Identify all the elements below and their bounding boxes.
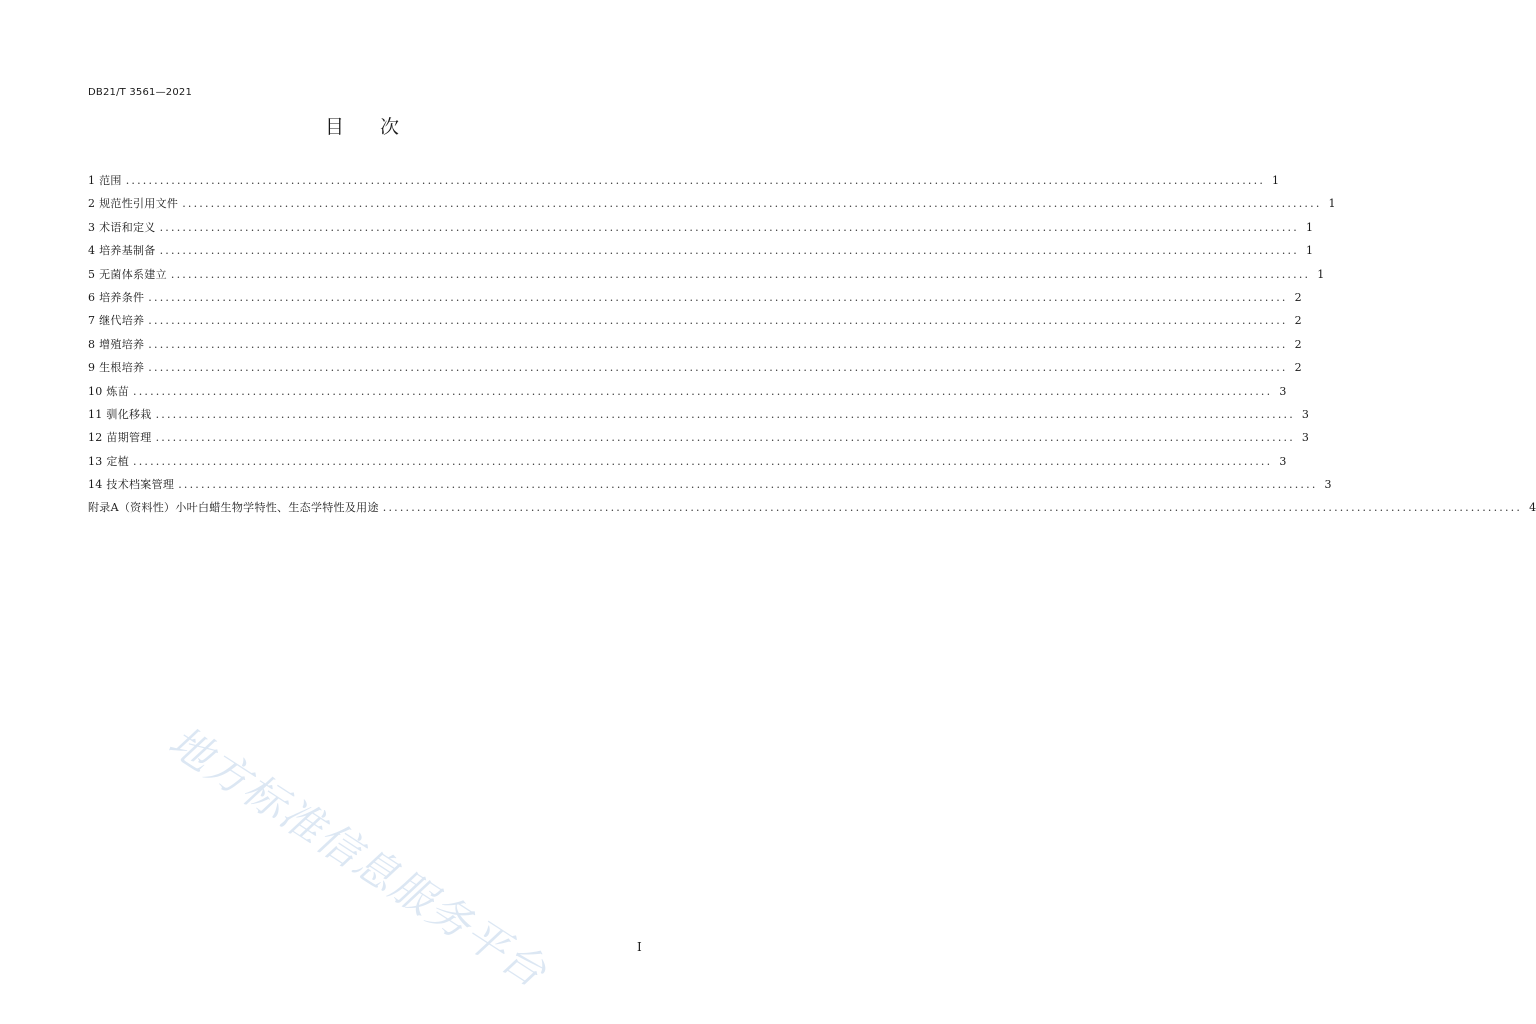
toc-entry[interactable] bbox=[88, 476, 1332, 499]
toc-dot-leader: ........................................................................................................................................................................................................ bbox=[125, 174, 1266, 187]
title-char-2: 次 bbox=[380, 116, 400, 138]
toc-dot-leader: ........................................................................................................................................................................................................ bbox=[148, 290, 1288, 304]
toc-entry-page: 3 bbox=[1301, 407, 1309, 421]
toc-entry[interactable] bbox=[88, 359, 1302, 382]
toc-entry-label: 附录A（资料性）小叶白蜡生物学特性、生态学特性及用途 bbox=[88, 501, 379, 515]
title-char-1: 目 bbox=[324, 116, 344, 138]
toc-entry-page: 3 bbox=[1301, 431, 1309, 445]
table-of-contents bbox=[88, 172, 1536, 523]
toc-dot-leader: ........................................................................................................................................................................................................ bbox=[182, 197, 1322, 211]
toc-dot-leader: ........................................................................................................................................................................................................ bbox=[133, 384, 1273, 398]
toc-dot-leader: ........................................................................................................................................................................................................ bbox=[159, 220, 1299, 234]
toc-entry-label: 9 生根培养 bbox=[88, 361, 145, 375]
toc-entry-label: 2 规范性引用文件 bbox=[88, 197, 179, 211]
toc-entry-page: 2 bbox=[1294, 361, 1302, 375]
toc-entry[interactable] bbox=[88, 219, 1313, 242]
toc-entry-page: 3 bbox=[1324, 478, 1332, 492]
toc-entry[interactable] bbox=[88, 406, 1309, 429]
page-title bbox=[0, 112, 724, 139]
toc-entry[interactable] bbox=[88, 499, 1536, 522]
toc-entry-label: 1 范围 bbox=[88, 174, 122, 187]
toc-dot-leader: ........................................................................................................................................................................................................ bbox=[133, 454, 1273, 468]
toc-entry[interactable] bbox=[88, 336, 1302, 359]
toc-dot-leader: ........................................................................................................................................................................................................ bbox=[159, 244, 1299, 258]
toc-entry[interactable] bbox=[88, 266, 1325, 289]
toc-entry-label: 10 炼苗 bbox=[88, 384, 129, 398]
toc-entry[interactable] bbox=[88, 289, 1302, 312]
toc-entry-page: 3 bbox=[1279, 384, 1287, 398]
toc-entry[interactable] bbox=[88, 242, 1313, 265]
toc-entry-label: 6 培养条件 bbox=[88, 290, 145, 304]
toc-entry-label: 5 无菌体系建立 bbox=[88, 267, 167, 281]
toc-dot-leader: ........................................................................................................................................................................................................ bbox=[148, 361, 1288, 375]
toc-entry-label: 13 定植 bbox=[88, 454, 129, 468]
toc-entry-label: 7 继代培养 bbox=[88, 314, 145, 328]
toc-entry-label: 8 增殖培养 bbox=[88, 337, 145, 351]
toc-entry[interactable] bbox=[88, 195, 1336, 218]
toc-entry[interactable] bbox=[88, 172, 1280, 195]
toc-entry-page: 1 bbox=[1328, 197, 1336, 211]
toc-entry[interactable] bbox=[88, 453, 1287, 476]
toc-entry-page: 3 bbox=[1279, 454, 1287, 468]
toc-entry-page: 2 bbox=[1294, 290, 1302, 304]
toc-dot-leader: ........................................................................................................................................................................................................ bbox=[155, 431, 1295, 445]
toc-entry-page: 1 bbox=[1317, 267, 1325, 281]
toc-entry-page: 2 bbox=[1294, 314, 1302, 328]
toc-entry-page: 2 bbox=[1294, 337, 1302, 351]
toc-dot-leader: ........................................................................................................................................................................................................ bbox=[148, 337, 1288, 351]
standard-code: DB21/T 3561—2021 bbox=[88, 87, 193, 98]
toc-entry-label: 14 技术档案管理 bbox=[88, 478, 175, 492]
toc-entry-page: 1 bbox=[1272, 174, 1280, 187]
toc-dot-leader: ........................................................................................................................................................................................................ bbox=[170, 267, 1311, 281]
toc-entry-label: 11 驯化移栽 bbox=[88, 407, 152, 421]
toc-entry-label: 4 培养基制备 bbox=[88, 244, 156, 258]
toc-entry[interactable] bbox=[88, 312, 1302, 335]
page-number: I bbox=[637, 940, 642, 954]
toc-entry-page: 1 bbox=[1305, 220, 1313, 234]
toc-entry-page: 4 bbox=[1529, 501, 1536, 515]
toc-dot-leader: ........................................................................................................................................................................................................ bbox=[148, 314, 1288, 328]
toc-dot-leader: ........................................................................................................................................................................................................ bbox=[382, 501, 1523, 515]
toc-entry-page: 1 bbox=[1305, 244, 1313, 258]
toc-entry-label: 3 术语和定义 bbox=[88, 220, 156, 234]
toc-dot-leader: ........................................................................................................................................................................................................ bbox=[178, 478, 1318, 492]
toc-entry-label: 12 苗期管理 bbox=[88, 431, 152, 445]
toc-entry[interactable] bbox=[88, 429, 1309, 452]
watermark: 地方标准信息服务平台 bbox=[160, 716, 557, 998]
toc-entry[interactable] bbox=[88, 383, 1287, 406]
toc-dot-leader: ........................................................................................................................................................................................................ bbox=[155, 407, 1295, 421]
